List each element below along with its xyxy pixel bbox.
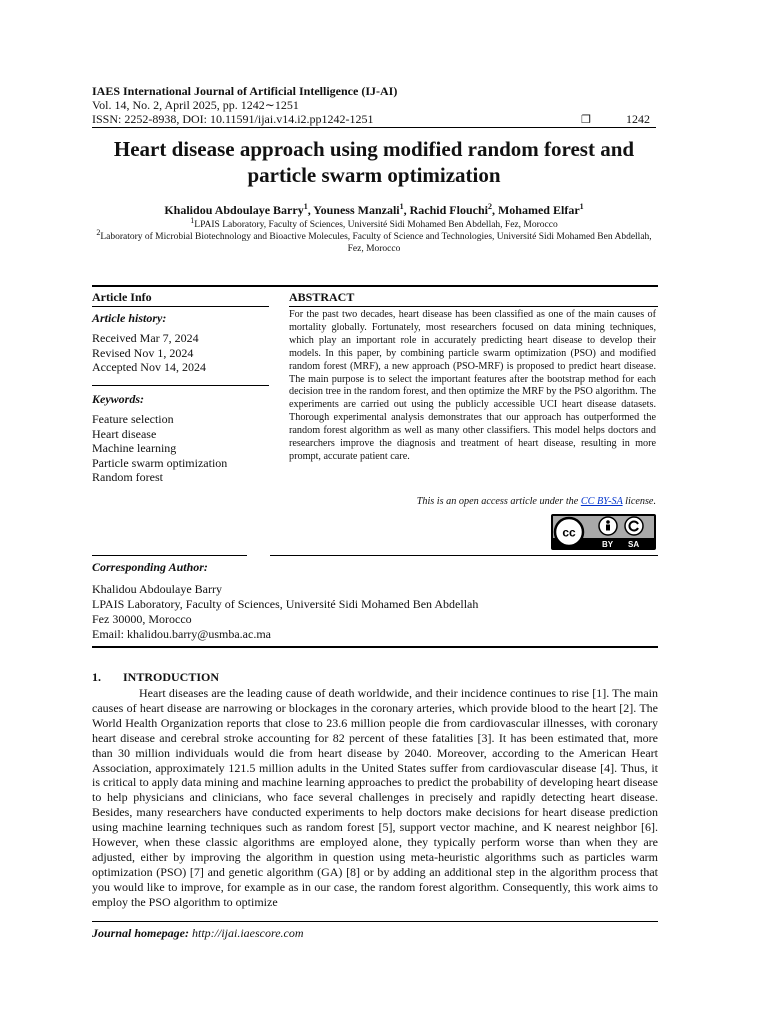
section-number: 1. [92,670,101,684]
affiliation-text: LPAIS Laboratory, Faculty of Sciences, Université Sidi Mohamed Ben Abdellah, Fez, Morocco [194,220,558,230]
journal-homepage [92,926,304,941]
article-history-heading: Article history: [92,311,167,325]
keyword-item: Feature selection [92,412,174,426]
keyword-item: Particle swarm optimization [92,455,228,470]
revised-date: Revised Nov 1, 2024 [92,346,194,360]
cc-letters: cc [562,525,576,540]
accepted-date: Accepted Nov 14, 2024 [92,360,206,374]
corresponding-heading: Corresponding Author: [92,560,208,574]
issn-doi-line [92,112,656,126]
affiliation-text: Laboratory of Microbial Biotechnology and Bioactive Molecules, Faculty of Science and Technologies, Université Sidi Mohamed Ben Abdellah, Fez, Morocco [100,232,652,254]
affiliation-2 [92,227,656,255]
author-sup: 1 [303,202,308,211]
corresponding-block [92,582,478,642]
header-rule [92,127,656,128]
author-list [92,203,656,218]
keyword-item: Heart disease [92,426,157,441]
issn-doi: ISSN: 2252-8938, DOI: 10.11591/ijai.v14.i2.pp1242-1251 [92,112,374,126]
box-icon: ❐ [581,114,591,126]
abstract-rule [289,306,658,307]
keywords-list [92,412,227,485]
sa-share-icon [625,517,643,535]
abstract-text: For the past two decades, heart disease has been classified as one of the main causes of mortality globally. Fortunately, most researchers focused on data mining techniques, which play an important role in accurately predicting heart disease to develop their models. In this paper, by combining particle swarm optimization (PSO) and modified random forest (MRF), a new approach (PSO-MRF) is proposed to predict heart disease. The main purpose is to select the important features after the bootstrap method for each decision tree in the random forest, and then optimize the MRF by the PSO algorithm. The experiments are carried out using the publicly accessible UCI heart disease datasets. Thorough experimental analysis demonstrates that our approach has outperformed the random forest algorithm as well as many other classifiers. This model helps doctors and researchers improve the diagnosis and treatment of heart disease, resulting in more prompt, accurate patient care. [289,309,656,462]
introduction-text: Heart diseases are the leading cause of death worldwide, and their incidence continues to rise [1]. The main causes of heart disease are narrowing or blockages in the coronary arteries, which provide blood to the heart [2]. The World Health Organization reports that close to 23.6 million people die from cardiovascular illnesses, with coronary heart disease and cerebral stroke accounting for 82 percent of these fatalities [3]. It has been estimated that, more than 30 million individuals would die from heart disease by 2040. Moreover, according to the American Heart Association, approximately 121.5 million adults in the United States suffer from cardiovascular disease [4]. Thus, it is critical to apply data mining and machine learning approaches to predict the probability of developing heart disease to help physicians and clinicians, who face several challenges in precisely and rapidly detecting heart disease. Besides, many researchers have conducted experiments to help doctors make decisions for heart disease prediction using machine learning techniques such as random forest [5], support vector machine, and K nearest neighbor [6]. However, when these classic algorithms are employed alone, they typically perform worse than when they are adjusted, either by improving the algorithm in question using meta-heuristic algorithms such as particles warm optimization (PSO) [7] and genetic algorithm (GA) [8] or by adding an additional step in the algorithm process that you would like to improve, for example as in our case, the random forest algorithm. Consequently, this work aims to employ the PSO algorithm to optimize [92,686,658,909]
author-sup: 2 [487,202,492,211]
cc-by-sa-badge[interactable] [551,514,656,550]
corresponding-email[interactable]: Email: khalidou.barry@usmba.ac.ma [92,627,271,641]
introduction-heading [92,670,219,685]
author-sep: , [491,203,498,217]
corresponding-rule-left [92,555,247,556]
corresponding-city: Fez 30000, Morocco [92,612,192,626]
license-link[interactable]: CC BY-SA [580,496,623,507]
volume-info: Vol. 14, No. 2, April 2025, pp. 1242∼1251 [92,98,299,112]
affiliation-sup: 1 [190,215,195,225]
journal-name: IAES International Journal of Artificial Intelligence (IJ-AI) [92,84,398,98]
homepage-label: Journal homepage: [92,926,190,940]
author-name: Youness Manzali [313,203,400,217]
open-access-note [289,496,656,507]
author-name: Khalidou Abdoulaye Barry [164,203,304,217]
abstract-heading: ABSTRACT [289,290,355,304]
section-rule-bottom [92,646,658,648]
homepage-url[interactable]: http://ijai.iaescore.com [192,926,304,940]
article-info-rule [92,306,269,307]
paper-title [92,136,656,188]
article-info-heading: Article Info [92,290,152,304]
affiliation-sup: 2 [96,227,101,237]
author-sup: 1 [399,202,404,211]
badge-by: BY [602,540,614,549]
author-sep: , [307,203,314,217]
author-name: Rachid Flouchi [409,203,488,217]
corresponding-rule-right [270,555,658,556]
affiliation-1 [92,215,656,231]
section-title: INTRODUCTION [123,670,220,684]
footer-rule [92,921,658,922]
keywords-heading: Keywords: [92,392,144,406]
keyword-item: Random forest [92,470,163,484]
received-date: Received Mar 7, 2024 [92,331,199,345]
keywords-rule [92,385,269,386]
badge-sa: SA [628,540,640,549]
open-access-pre: This is an open access article under the [416,496,581,507]
author-name: Mohamed Elfar [497,203,580,217]
keyword-item: Machine learning [92,441,177,455]
corresponding-name: Khalidou Abdoulaye Barry [92,582,222,596]
section-rule-top [92,285,658,287]
title-line-1: Heart disease approach using modified random forest and [113,137,635,161]
author-sup: 1 [579,202,584,211]
title-line-2: particle swarm optimization [247,163,501,187]
author-sep: , [403,203,410,217]
corresponding-affiliation: LPAIS Laboratory, Faculty of Sciences, Université Sidi Mohamed Ben Abdellah [92,597,479,611]
page-number: 1242 [626,112,650,126]
open-access-post: license. [622,496,656,507]
